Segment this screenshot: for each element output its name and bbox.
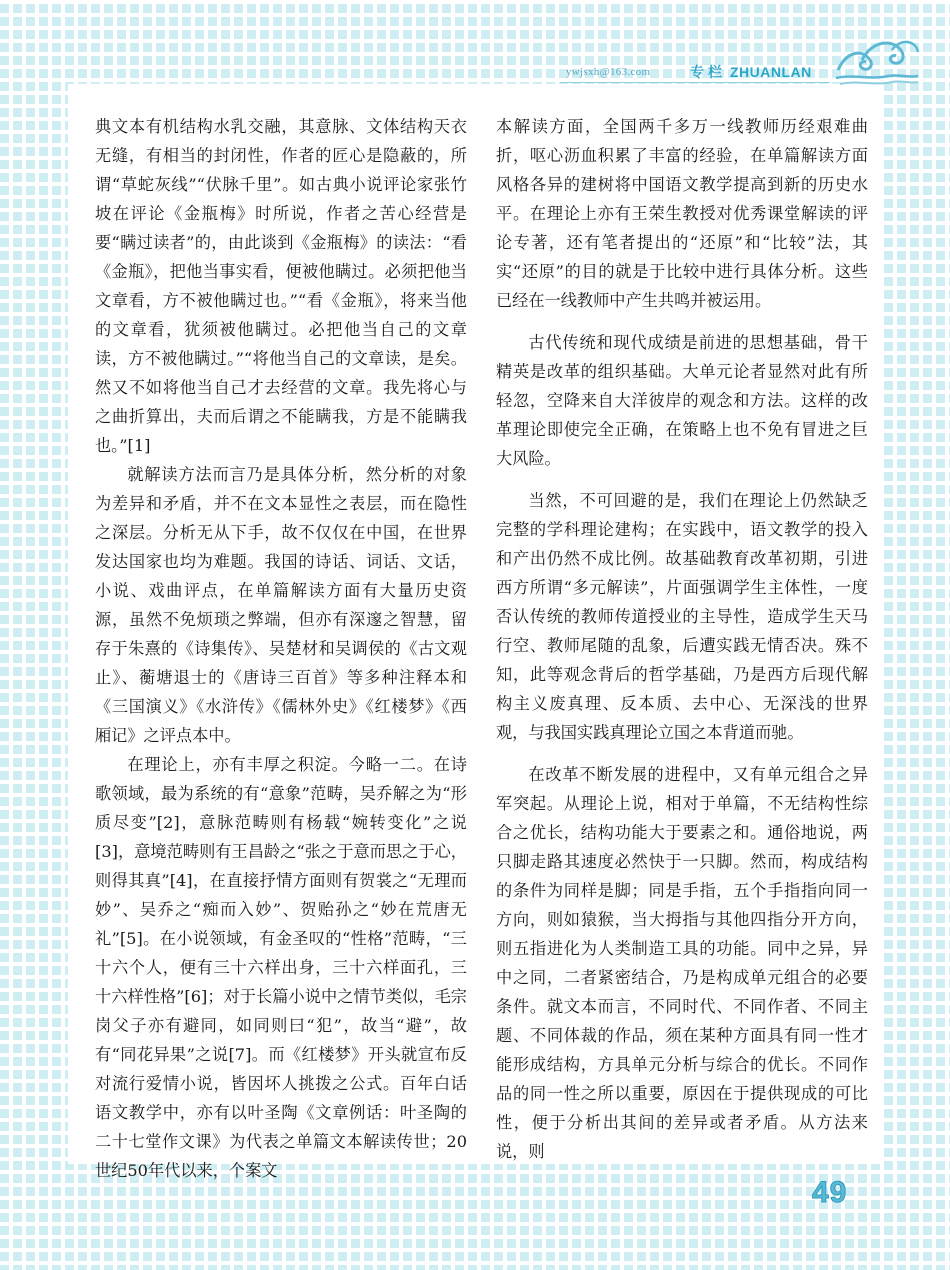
paragraph: 就解读方法而言乃是具体分析，然分析的对象为差异和矛盾，并不在文本显性之表层，而在隐性之深层。分析无从下手，故不仅仅在中国，在世界发达国家也均为难题。我国的诗话、词话、文话，小说、戏曲评点，在单篇解读方面有大量历史资源，虽然不免烦琐之弊端，但亦有深邃之智慧，留存于朱熹的《诗集传》、吴楚材和吴调侯的《古文观止》、蘅塘退士的《唐诗三百首》等多种注释本和《三国演义》《水浒传》《儒林外史》《红楼梦》《西厢记》之评点本中。	[95, 465, 467, 745]
right-column	[496, 112, 868, 1166]
paragraph: 当然，不可回避的是，我们在理论上仍然缺乏完整的学科理论建构；在实践中，语文教学的投入和产出仍然不成比例。故基础教育改革初期，引进西方所谓“多元解读”，片面强调学生主体性，一度否认传统的教师传道授业的主导性，造成学生天马行空、教师尾随的乱象，后遭实践无情否决。殊不知，此等观念背后的哲学基础，乃是西方后现代解构主义废真理、反本质、去中心、无深浅的世界观，与我国实践真理论立国之本背道而驰。	[496, 491, 868, 742]
header-rule	[560, 82, 830, 83]
paragraph: 典文本有机结构水乳交融，其意脉、文体结构天衣无缝，有相当的封闭性，作者的匠心是隐蔽的，所谓“草蛇灰线”“伏脉千里”。如古典小说评论家张竹坡在评论《金瓶梅》时所说，作者之苦心经营是要“瞒过读者”的，由此谈到《金瓶梅》的读法：“看《金瓶》，把他当事实看，便被他瞒过。必须把他当文章看，方不被他瞒过也。”“看《金瓶》，将来当他的文章看，犹须被他瞒过。必把他当自己的文章读，方不被他瞒过。”“将他当自己的文章读，是矣。然又不如将他当自己才去经营的文章。我先将心与之曲折算出，夫而后谓之不能瞒我，方是不能瞒我也。”[1]	[95, 117, 467, 455]
paragraph: 古代传统和现代成绩是前进的思想基础，骨干精英是改革的组织基础。大单元论者显然对此有所轻忽，空降来自大洋彼岸的观念和方法。这样的改革理论即使完全正确，在策略上也不免有冒进之巨大风险。	[496, 333, 868, 468]
wave-icon	[832, 30, 922, 88]
paragraph: 在理论上，亦有丰厚之积淀。今略一二。在诗歌领域，最为系统的有“意象”范畴，吴乔解之为“形质尽变”[2]，意脉范畴则有杨载“婉转变化”之说[3]，意境范畴则有王昌龄之“张之于意而思之于心，则得其真”[4]，在直接抒情方面则有贺裳之“无理而妙”、吴乔之“痴而入妙”、贺贻孙之“妙在荒唐无礼”[5]。在小说领域，有金圣叹的“性格”范畴，“三十六个人，便有三十六样出身，三十六样面孔，三十六样性格”[6]；对于长篇小说中之情节类似，毛宗岗父子亦有避同，如同则曰“犯”，故当“避”，故有“同花异果”之说[7]。而《红楼梦》开头就宣布反对流行爱情小说，皆因坏人挑拨之公式。百年白话语文教学中，亦有以叶圣陶《文章例话：叶圣陶的二十七堂作文课》为代表之单篇文本解读传世；20世纪50年代以来，个案文	[95, 755, 467, 1180]
column-title-en: ZHUANLAN	[730, 64, 812, 80]
paragraph: 在改革不断发展的进程中，又有单元组合之异军突起。从理论上说，相对于单篇，不无结构性综合之优长，结构功能大于要素之和。通俗地说，两只脚走路其速度必然快于一只脚。然而，构成结构的条件为同样是脚；同是手指，五个手指指向同一方向，则如猿猴，当大拇指与其他四指分开方向，则五指进化为人类制造工具的功能。同中之异，异中之同，二者紧密结合，乃是构成单元组合的必要条件。就文本而言，不同时代、不同作者、不同主题、不同体裁的作品，须在某种方面具有同一性才能形成结构，方具单元分析与综合的优长。不同作品的同一性之所以重要，原因在于提供现成的可比性，便于分析出其间的差异或者矛盾。从方法来说，则	[496, 765, 868, 1161]
column-title-zh: 专栏	[690, 64, 726, 80]
paragraph: 本解读方面，全国两千多万一线教师历经艰难曲折，呕心沥血积累了丰富的经验，在单篇解读方面风格各异的建树将中国语文教学提高到新的历史水平。在理论上亦有王荣生教授对优秀课堂解读的评论专著，还有笔者提出的“还原”和“比较”法，其实“还原”的目的就是于比较中进行具体分析。这些已经在一线教师中产生共鸣并被运用。	[496, 117, 868, 310]
column-title	[690, 62, 812, 82]
header-email: ywjsxh@163.com	[566, 66, 651, 78]
left-column	[95, 112, 467, 1185]
page-number: 49	[812, 1176, 848, 1209]
